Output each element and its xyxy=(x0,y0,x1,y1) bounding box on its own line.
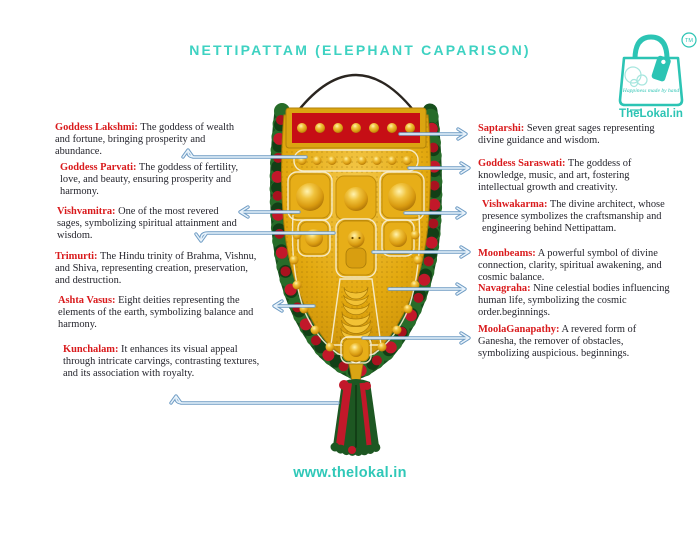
connector-goddess-saraswati xyxy=(409,163,469,173)
label-term: Kunchalam: xyxy=(63,344,119,355)
label-term: Moonbeams: xyxy=(478,248,536,259)
label-term: Navagraha: xyxy=(478,283,531,294)
label-moonbeams xyxy=(478,248,664,284)
label-term: Vishwakarma: xyxy=(482,199,548,210)
label-term: Vishvamitra: xyxy=(57,206,116,217)
connector-ashta-vasus xyxy=(274,301,314,311)
connector-navagraha xyxy=(389,284,465,294)
label-trimurti xyxy=(55,251,261,287)
label-term: Goddess Saraswati: xyxy=(478,158,566,169)
footer-url: www.thelokal.in xyxy=(293,465,407,481)
label-desc: Seven great sages representing divine guidance and wisdom. xyxy=(478,123,655,146)
label-desc: It enhances its visual appeal through intricate carvings, contrasting textures, and its association with royalty. xyxy=(63,344,260,379)
label-desc: The Hindu trinity of Brahma, Vishnu, and Shiva, representing creation, preservation, and destruction. xyxy=(55,251,257,286)
label-saptarshi xyxy=(478,123,664,147)
brand-name: TheLokal.in xyxy=(619,108,683,120)
label-goddess-parvati xyxy=(60,162,260,198)
connector-moolaganapathy xyxy=(363,333,469,343)
label-desc: The divine architect, whose presence symbolizes the craftsmanship and engineering behind Nettipattam. xyxy=(482,199,665,234)
brand-tagline: Happiness made by hand xyxy=(622,88,680,94)
connector-moonbeams xyxy=(373,247,469,257)
label-desc: The goddess of fertility, love, and beauty, ensuring prosperity and harmony. xyxy=(60,162,239,197)
label-goddess-lakshmi xyxy=(55,122,251,158)
label-desc: A powerful symbol of divine connection, clarity, spiritual awakening, and cosmic balance. xyxy=(478,248,662,283)
page-title: NETTIPATTAM (ELEPHANT CAPARISON) xyxy=(189,42,531,58)
connector-vishvamitra xyxy=(240,207,299,217)
svg-text:TM: TM xyxy=(685,38,693,45)
label-vishwakarma xyxy=(482,199,668,235)
label-term: Goddess Lakshmi: xyxy=(55,122,138,133)
label-desc: Nine celestial bodies influencing human life, symbolizing the cosmic order.beginnings. xyxy=(478,283,670,318)
label-vishvamitra xyxy=(57,206,243,242)
connector-vishwakarma xyxy=(405,208,465,218)
label-ashta-vasus xyxy=(58,295,274,331)
label-kunchalam xyxy=(63,344,269,380)
label-term: Saptarshi: xyxy=(478,123,525,134)
label-desc: Eight deities representing the elements of the earth, symbolizing balance and harmony. xyxy=(58,295,254,330)
label-desc: One of the most revered sages, symbolizing spiritual attainment and wisdom. xyxy=(57,206,237,241)
label-term: Ashta Vasus: xyxy=(58,295,116,306)
label-term: MoolaGanapathy: xyxy=(478,324,560,335)
label-desc: The goddess of wealth and fortune, bringing prosperity and abundance. xyxy=(55,122,235,157)
label-navagraha xyxy=(478,283,670,319)
connector-saptarshi xyxy=(400,129,466,139)
label-goddess-saraswati xyxy=(478,158,678,194)
label-term: Trimurti: xyxy=(55,251,98,262)
label-moolaganapathy xyxy=(478,324,670,360)
label-term: Goddess Parvati: xyxy=(60,162,137,173)
label-desc: The goddess of knowledge, music, and art, fostering intellectual growth and creativity. xyxy=(478,158,632,193)
label-desc: A revered form of Ganesha, the remover of obstacles, symbolizing auspicious. beginnings. xyxy=(478,324,637,359)
connector-kunchalam xyxy=(171,396,338,403)
